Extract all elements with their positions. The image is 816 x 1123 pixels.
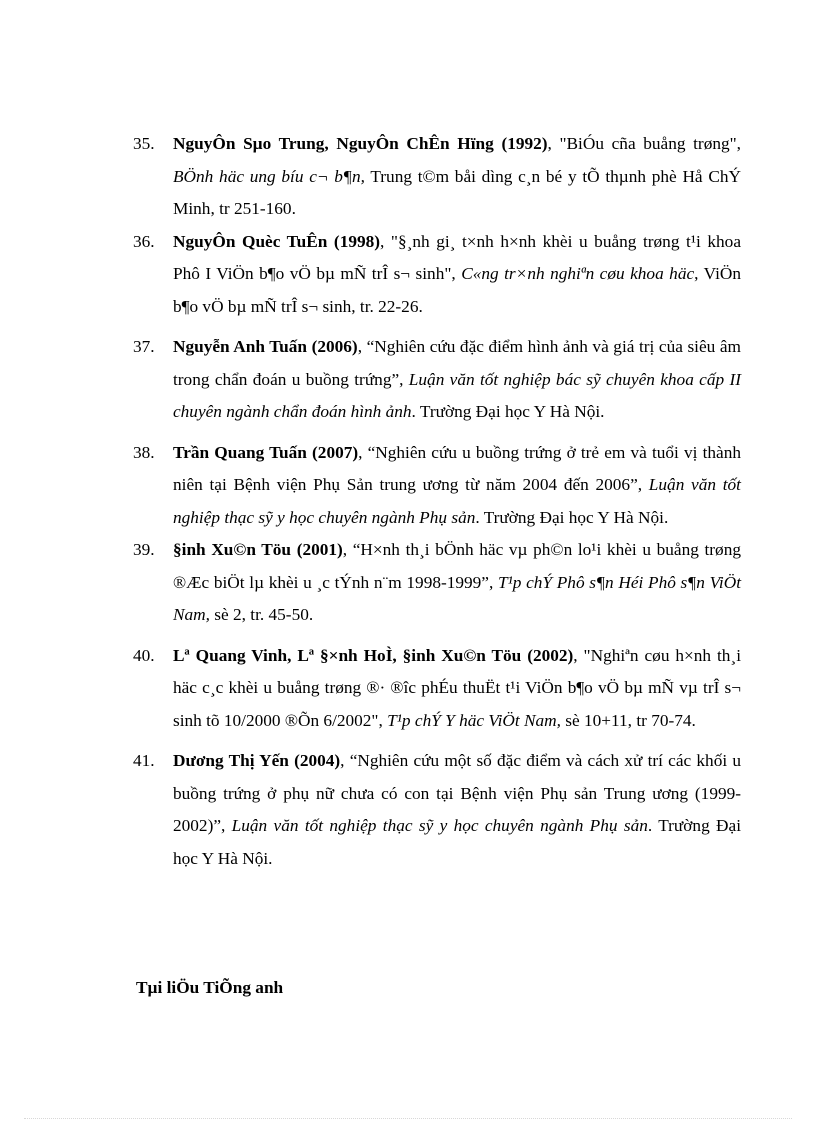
reference-number: 36. — [133, 231, 155, 251]
reference-number: 41. — [133, 751, 155, 770]
reference-source: BÖnh häc ung bíu c¬ b¶n, — [173, 166, 365, 186]
section-heading: Tµi liÖu TiÕng anh — [136, 978, 284, 997]
reference-number: 38. — [133, 442, 155, 462]
reference-number: 35. — [133, 134, 155, 153]
reference-source: C«ng tr×nh nghiªn cøu khoa häc — [461, 264, 695, 283]
reference-item — [133, 640, 741, 738]
reference-source: T¹p chÝ Y häc ViÖt Nam, — [387, 710, 561, 730]
reference-authors: §inh Xu©n Töu — [173, 540, 292, 559]
reference-list — [133, 128, 741, 875]
reference-details: , ViÖn b¶o vÖ bµ mÑ trÎ s¬ sinh, tr. 22-26. — [173, 264, 741, 316]
reference-details: . Trường Đại học Y Hà Nội. — [475, 507, 669, 527]
reference-year: (2004) — [288, 751, 341, 770]
reference-number: 40. — [133, 645, 155, 665]
reference-details: . Trường Đại học Y Hà Nội. — [411, 402, 605, 421]
page-bottom-divider — [24, 1118, 792, 1119]
reference-title: , “Nghiên cứu một số đặc điểm và cách xử trí các khối u buồng trứng ở phụ nữ chưa có con tại Bệnh viện Phụ sản Trung ương (1999-2002)”, — [173, 751, 741, 835]
reference-item — [133, 331, 741, 429]
reference-details: Trung t©m båi dìng c¸n bé y tÕ thµnh phè Hå ChÝ Minh, tr 251-160. — [173, 166, 741, 218]
reference-source: Luận văn tốt nghiệp thạc sỹ y học chuyên ngành Phụ sản — [173, 475, 741, 527]
reference-year: (2002) — [521, 645, 574, 665]
reference-item — [133, 437, 741, 535]
reference-title: , "BiÓu cña buång trøng", — [547, 134, 741, 153]
reference-year: (2007) — [306, 442, 359, 462]
reference-title: , “Nghiên cứu u buồng trứng ở trẻ em và tuổi vị thành niên tại Bệnh viện Phụ Sản trung ương từ năm 2004 đến 2006”, — [173, 442, 741, 494]
reference-number: 39. — [133, 540, 155, 559]
reference-authors: Lª Quang Vinh, Lª §×nh HoÌ, §inh Xu©n Töu — [173, 645, 522, 665]
reference-item — [133, 745, 741, 875]
reference-details: sè 2, tr. 45-50. — [209, 605, 314, 624]
reference-details: sè 10+11, tr 70-74. — [560, 710, 696, 730]
reference-title: , "§¸nh gi¸ t×nh h×nh khèi u buång trøng t¹i khoa Phô I ViÖn b¶o vÖ bµ mÑ trÎ s¬ sinh", — [173, 231, 741, 283]
reference-item — [133, 534, 741, 632]
reference-details: . Trường Đại học Y Hà Nội. — [173, 816, 741, 868]
reference-number: 37. — [133, 337, 155, 356]
reference-item — [133, 128, 741, 226]
reference-year: (1992) — [493, 134, 548, 153]
reference-source: Luận văn tốt nghiệp bác sỹ chuyên khoa cấp II chuyên ngành chẩn đoán hình ảnh — [173, 369, 741, 421]
reference-year: (2001) — [291, 540, 343, 559]
reference-title: , “H×nh th¸i bÖnh häc vµ ph©n lo¹i khèi u buång trøng ®Æc biÖt lµ khèi u ¸c tÝnh n¨m 1998-1999”, — [173, 540, 741, 592]
reference-authors: Nguyễn Anh Tuấn — [173, 337, 308, 356]
reference-authors: NguyÔn Quèc TuÊn — [173, 231, 328, 251]
reference-year: (1998) — [327, 231, 381, 251]
reference-year: (2006) — [307, 337, 358, 356]
reference-title: , "Nghiªn cøu h×nh th¸i häc c¸c khèi u buång trøng ®· ®îc phÉu thuËt t¹i ViÖn b¶o vÖ bµ mÑ vµ trÎ s¬ sinh tõ 10/2000 ®Õn 6/2002", — [173, 645, 741, 730]
reference-authors: NguyÔn Sµo Trung, NguyÔn ChÊn Hïng — [173, 134, 494, 153]
reference-authors: Trần Quang Tuấn — [173, 442, 307, 462]
reference-item — [133, 226, 741, 324]
reference-authors: Dương Thị Yến — [173, 751, 289, 770]
reference-source: Luận văn tốt nghiệp thạc sỹ y học chuyên ngành Phụ sản — [231, 816, 648, 835]
reference-source: T¹p chÝ Phô s¶n Héi Phô s¶n ViÖt Nam, — [173, 572, 742, 624]
reference-title: , “Nghiên cứu đặc điểm hình ảnh và giá trị của siêu âm trong chẩn đoán u buồng trứng”, — [173, 337, 741, 389]
